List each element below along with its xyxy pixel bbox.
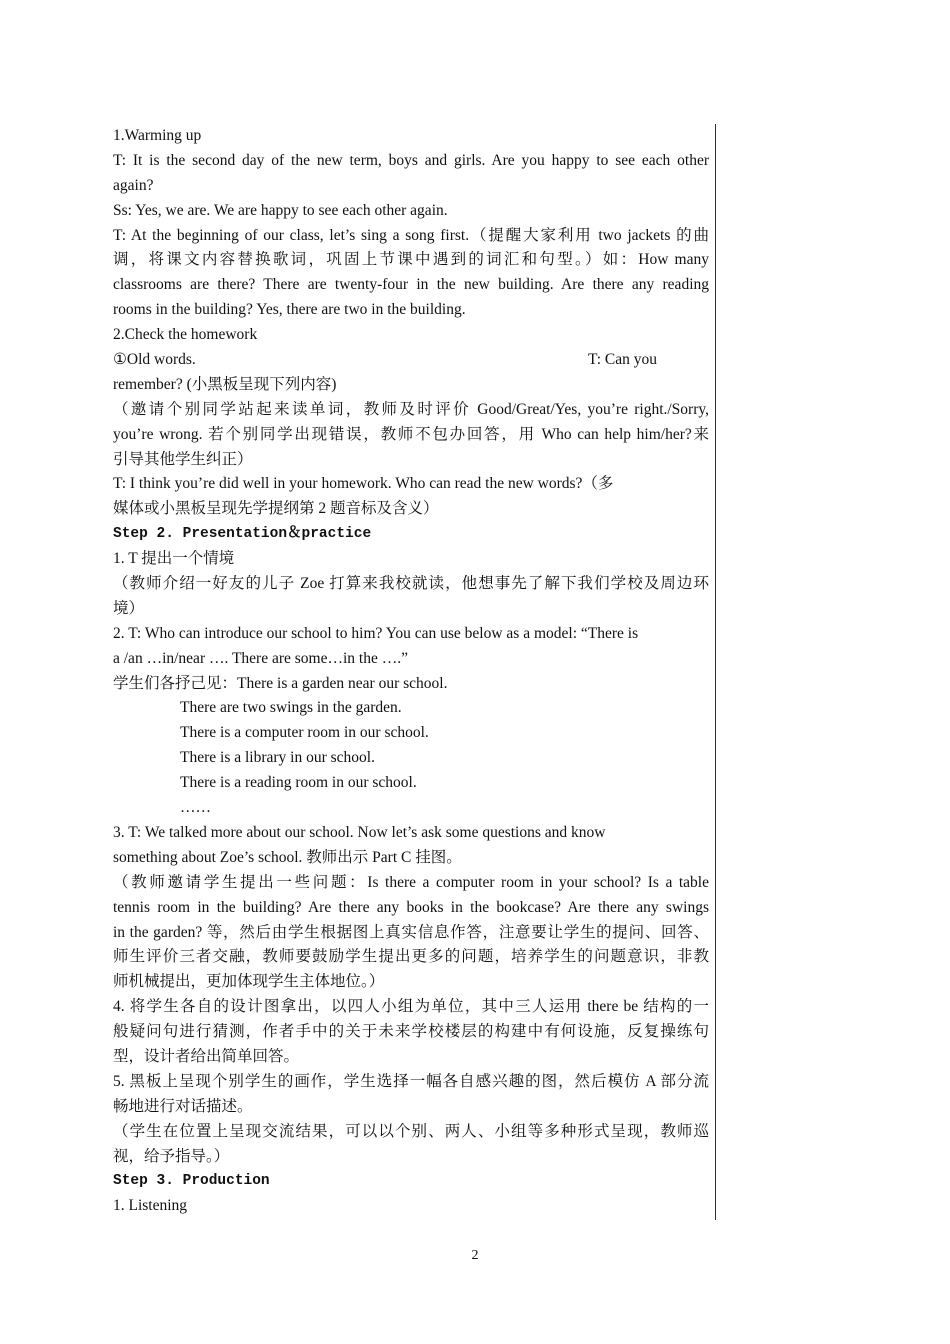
text-line: T: It is the second day of the new term, boys and girls. Are you happy to see each other: [113, 151, 709, 169]
old-words-label: ①Old words.: [113, 351, 196, 369]
heading-step-3: Step 3. Production: [113, 1173, 270, 1190]
text-line: tennis room in the building? Are there any books in the bookcase? Are there any swings: [113, 898, 709, 916]
text-line: 师生评价三者交融，教师要鼓励学生提出更多的问题，培养学生的问题意识，非教: [113, 948, 709, 966]
text-line: （教师邀请学生提出一些问题：Is there a computer room in your school? Is a table: [113, 873, 709, 891]
text-line: 畅地进行对话描述。: [113, 1097, 253, 1115]
text-line: T: At the beginning of our class, let’s sing a song first.（提醒大家利用 two jackets 的曲: [113, 226, 709, 244]
ellipsis: ……: [180, 799, 211, 817]
table-right-border: [715, 124, 716, 1220]
text-line: 型，设计者给出简单回答。: [113, 1047, 300, 1065]
text-line: （学生在位置上呈现交流结果，可以以个别、两人、小组等多种形式呈现，教师巡: [113, 1122, 709, 1140]
example-sentence: There is a reading room in our school.: [180, 774, 417, 792]
text-line: 师机械提出，更加体现学生主体地位。）: [113, 973, 385, 991]
text-line: in the garden? 等，然后由学生根据图上真实信息作答，注意要让学生的提问、回答、: [113, 923, 709, 941]
text-line: 3. T: We talked more about our school. Now let’s ask some questions and know: [113, 823, 606, 841]
text-line: a /an …in/near …. There are some…in the ….”: [113, 649, 408, 667]
text-line: 视，给予指导。）: [113, 1147, 230, 1165]
text-line: 般疑问句进行猜测，作者手中的关于未来学校楼层的构建中有何设施，反复操练句: [113, 1023, 709, 1041]
heading-step-2: Step 2. Presentation＆practice: [113, 526, 372, 543]
text-line: again?: [113, 176, 154, 194]
text-line: 媒体或小黑板呈现先学提纲第 2 题音标及含义）: [113, 500, 439, 518]
text-line: 境）: [113, 599, 145, 617]
heading-warming-up: 1.Warming up: [113, 127, 202, 144]
text-line: 2. T: Who can introduce our school to him? You can use below as a model: “There is: [113, 624, 639, 642]
text-line-split: [113, 348, 709, 373]
text-line: rooms in the building? Yes, there are two in the building.: [113, 301, 466, 319]
text-line: 1. Listening: [113, 1197, 188, 1215]
text-line: 学生们各抒己见：There is a garden near our school.: [113, 674, 448, 692]
text-line: something about Zoe’s school. 教师出示 Part C 挂图。: [113, 848, 462, 866]
text-line: remember? (小黑板呈现下列内容): [113, 375, 337, 393]
text-line: 4. 将学生各自的设计图拿出，以四人小组为单位，其中三人运用 there be 结构的一: [113, 998, 709, 1016]
teacher-prompt: T: Can you: [588, 351, 657, 369]
text-line: （教师介绍一好友的儿子 Zoe 打算来我校就读，他想事先了解下我们学校及周边环: [113, 575, 709, 593]
example-sentence: There is a library in our school.: [180, 749, 375, 767]
lesson-plan-body: [113, 124, 709, 1219]
text-line: T: I think you’re did well in your homework. Who can read the new words?（多: [113, 475, 614, 493]
page-number: 2: [471, 1248, 479, 1263]
example-sentence: There are two swings in the garden.: [180, 699, 402, 717]
heading-check-homework: 2.Check the homework: [113, 326, 258, 344]
text-line: （邀请个别同学站起来读单词，教师及时评价 Good/Great/Yes, you’re right./Sorry,: [113, 400, 709, 418]
example-sentence: There is a computer room in our school.: [180, 724, 429, 742]
text-line: 引导其他学生纠正）: [113, 450, 253, 468]
text-line: Ss: Yes, we are. We are happy to see each other again.: [113, 201, 448, 219]
text-line: you’re wrong. 若个别同学出现错误，教师不包办回答，用 Who can help him/her?来: [113, 425, 709, 443]
text-line: classrooms are there? There are twenty-four in the new building. Are there any reading: [113, 276, 709, 294]
text-line: 5. 黑板上呈现个别学生的画作，学生选择一幅各自感兴趣的图，然后模仿 A 部分流: [113, 1072, 709, 1090]
text-line: 调，将课文内容替换歌词，巩固上节课中遇到的词汇和句型。）如：How many: [113, 251, 709, 269]
text-line: 1. T 提出一个情境: [113, 550, 235, 568]
